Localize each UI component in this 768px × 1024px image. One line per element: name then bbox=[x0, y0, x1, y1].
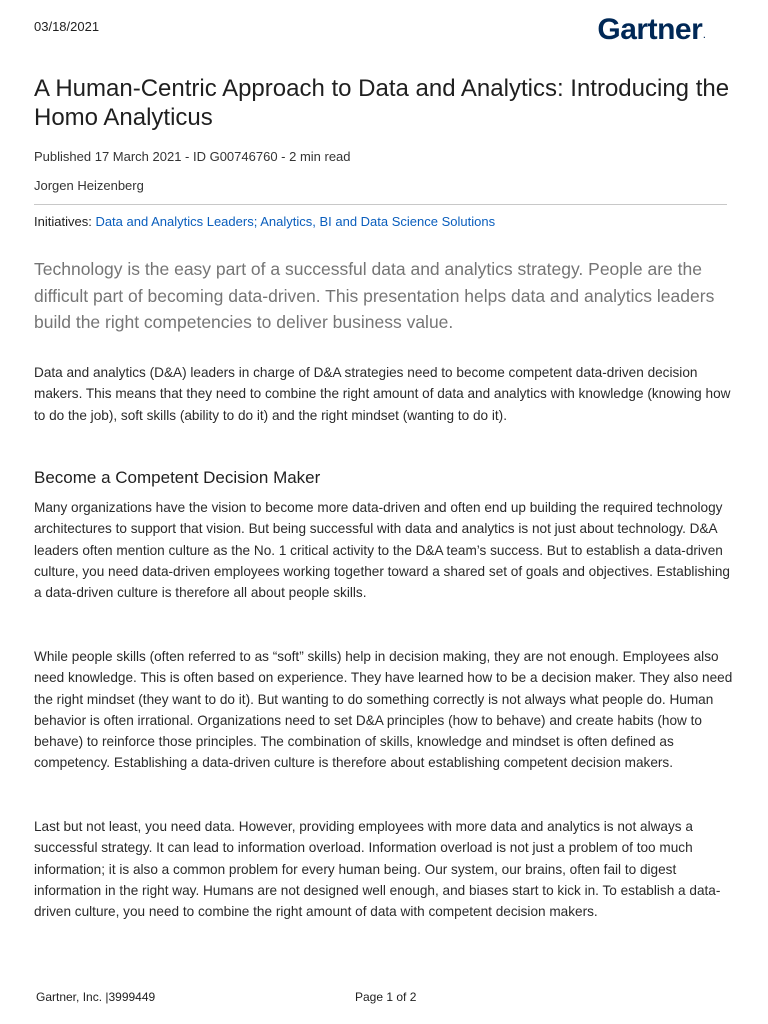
section-heading: Become a Competent Decision Maker bbox=[34, 468, 321, 487]
publication-meta: Published 17 March 2021 - ID G00746760 - 2 min read bbox=[34, 149, 351, 164]
body-paragraph: Last but not least, you need data. However, providing employees with more data and analytics is not always a successful strategy. It can lead to information overload. Information overload is not just a problem of too much information; it is also a common problem for every human being. Our system, our brains, often fail to digest information in the right way. Humans are not designed well enough, and biases start to kick in. To establish a data-driven culture, you need to combine the right amount of data with competent decision makers. bbox=[34, 819, 721, 920]
divider bbox=[34, 204, 727, 205]
page-title: A Human-Centric Approach to Data and Analytics: Introducing the Homo Analyticus bbox=[34, 75, 730, 131]
body-paragraph: Many organizations have the vision to become more data-driven and often end up building the required technology architectures to support that vision. But being successful with data and analytics is not just about technology. D&A leaders often mention culture as the No. 1 critical activity to the D&A team’s success. But to establish a data-driven culture, you need data-driven employees working together toward a shared set of goals and objectives. Establishing a data-driven culture is therefore all about people skills. bbox=[34, 500, 730, 601]
footer-page-number: Page 1 of 2 bbox=[355, 990, 417, 1004]
intro-paragraph: Data and analytics (D&A) leaders in charge of D&A strategies need to become competent data-driven decision makers. This means that they need to combine the right amount of data and analytics with knowledge (knowing how to do the job), soft skills (ability to do it) and the right mindset (wanting to do it). bbox=[34, 365, 731, 423]
initiative-link-data-analytics-leaders[interactable]: Data and Analytics Leaders; bbox=[95, 214, 258, 229]
logo-text: Gartner bbox=[597, 13, 703, 46]
initiatives-label: Initiatives: bbox=[34, 214, 92, 229]
initiative-link-analytics-bi-data-science[interactable]: Analytics, BI and Data Science Solutions bbox=[260, 214, 496, 229]
author-name: Jorgen Heizenberg bbox=[34, 178, 144, 193]
initiatives-line bbox=[34, 214, 495, 229]
document-date: 03/18/2021 bbox=[34, 19, 100, 34]
summary-lede: Technology is the easy part of a successful data and analytics strategy. People are the difficult part of becoming data-driven. This presentation helps data and analytics leaders build the right competencies to deliver business value. bbox=[34, 259, 715, 332]
gartner-logo bbox=[597, 13, 704, 47]
logo-mark: . bbox=[703, 31, 705, 40]
footer-document-id: Gartner, Inc. |3999449 bbox=[36, 990, 156, 1004]
body-paragraph: While people skills (often referred to as “soft” skills) help in decision making, they are not enough. Employees also need knowledge. This is often based on experience. They have learned how to be a decision maker. They also need the right mindset (they want to do it). But wanting to do something correctly is not always what people do. Human behavior is often irrational. Organizations need to set D&A principles (how to behave) and create habits (how to behave) to reinforce those principles. The combination of skills, knowledge and mindset is often defined as competency. Establishing a data-driven culture is therefore about establishing competent decision makers. bbox=[34, 649, 733, 771]
